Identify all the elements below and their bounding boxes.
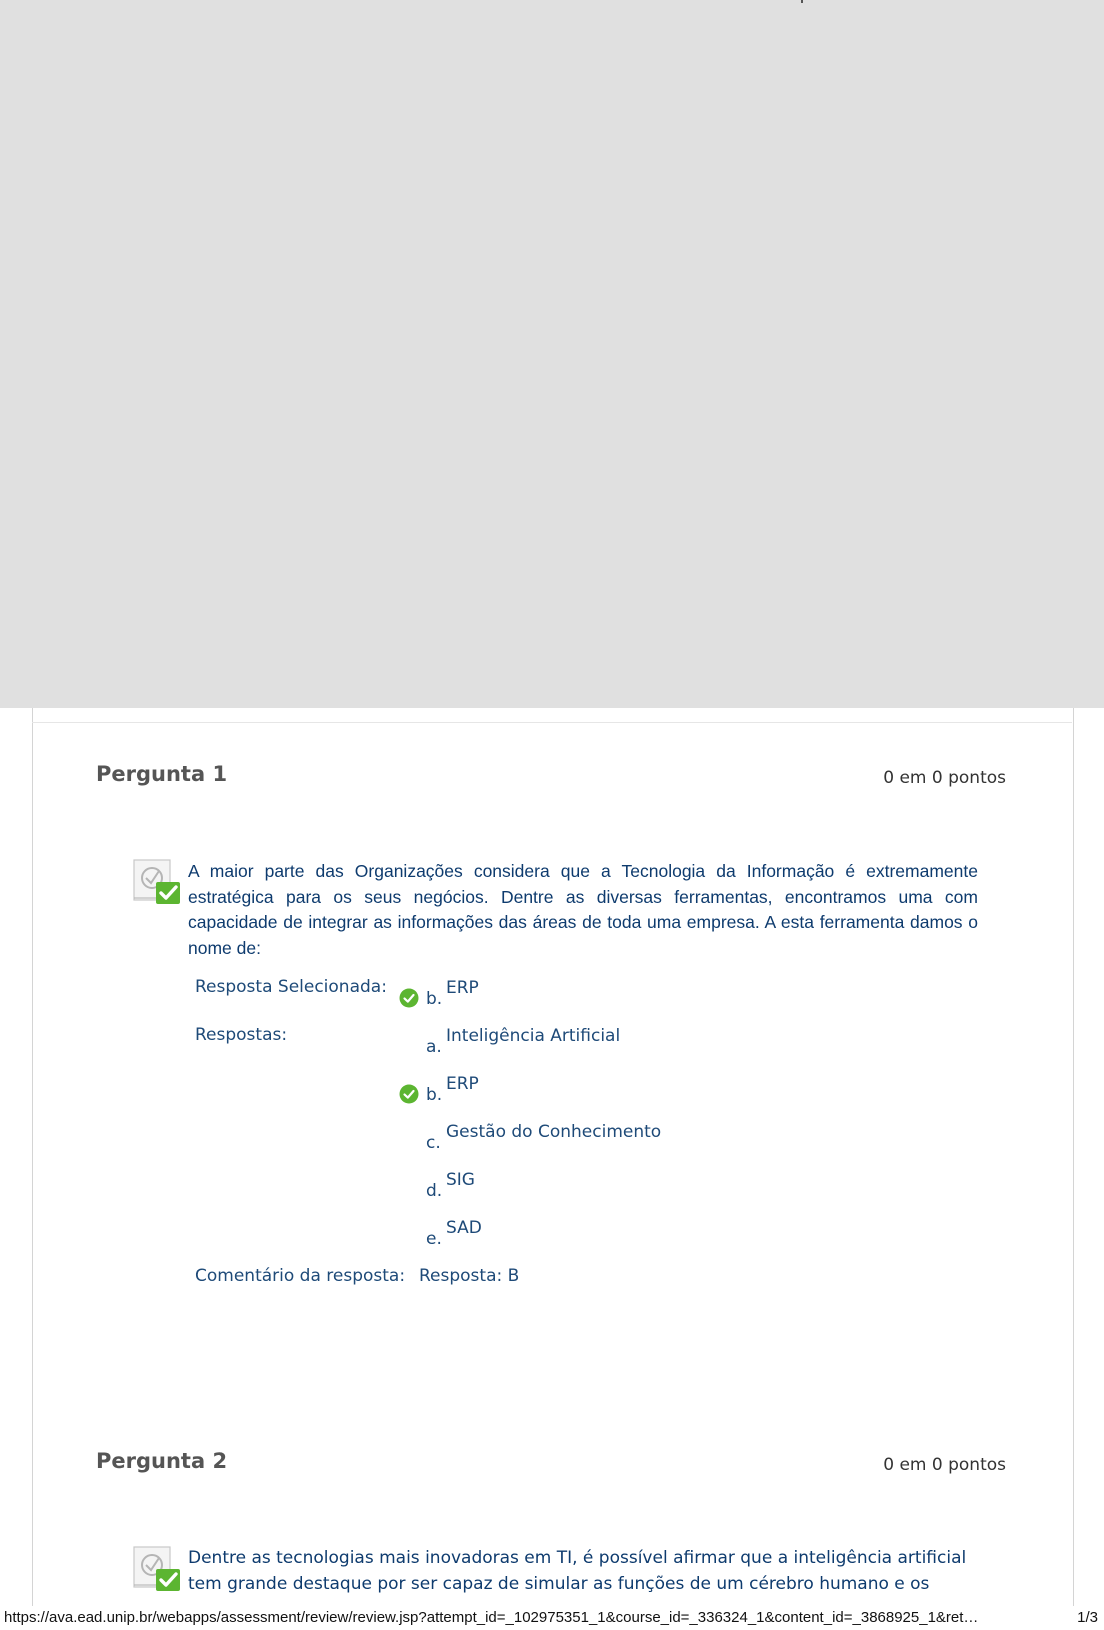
redacted-area [0,0,1104,708]
review-panel [32,708,1074,1630]
page-number: 1/3 [1077,1609,1098,1626]
question-2-title: Pergunta 2 [96,1449,228,1473]
answer-option-correct [395,1074,895,1108]
answer-letter: c. [426,1133,441,1153]
answer-text: SIG [446,1170,475,1190]
answer-letter: a. [426,1037,442,1057]
panel-divider [32,722,1072,723]
page-url: https://ava.ead.unip.br/webapps/assessment/review/review.jsp?attempt_id=_102975351_1&course_id=_336324_1&content_id=_3868925_1&ret… [4,1609,979,1626]
answer-letter: e. [426,1229,442,1249]
answer-text: Gestão do Conhecimento [446,1122,662,1142]
answer-letter: d. [426,1181,443,1201]
answer-option [395,1122,895,1156]
graded-correct-icon [132,1545,182,1593]
redacted-mark [801,0,803,3]
selected-answer [395,978,895,1012]
question-1-title: Pergunta 1 [96,762,228,786]
answers-label: Respostas: [195,1025,288,1045]
answer-option [395,1218,895,1252]
comment-label: Comentário da resposta: [195,1266,406,1286]
comment-text: Resposta: B [419,1266,520,1286]
check-circle-icon [399,1084,419,1104]
question-1-text: A maior parte das Organizações considera que a Tecnologia da Informação é extremamente estratégica para os seus negócios. Dentre as diversas ferramentas, encontramos uma com capacidade de integrar as informações das áreas de toda uma empresa. A esta ferramenta damos o nome de: [188,861,978,958]
graded-correct-icon [132,858,182,906]
answer-text: Inteligência Artificial [446,1026,621,1046]
question-2-text: Dentre as tecnologias mais inovadoras em TI, é possível afirmar que a inteligência artificial tem grande destaque por ser capaz de simular as funções de um cérebro humano e os [188,1548,967,1594]
selected-answer-label: Resposta Selecionada: [195,977,387,997]
answer-text: SAD [446,1218,482,1238]
answer-letter: b. [426,1085,443,1105]
answer-option [395,1026,895,1060]
answer-option [395,1170,895,1204]
answer-text: ERP [446,1074,479,1094]
selected-answer-letter: b. [426,989,443,1009]
check-circle-icon [399,988,419,1008]
question-1-points: 0 em 0 pontos [883,768,1006,788]
print-footer [0,1606,1104,1630]
question-2-points: 0 em 0 pontos [883,1455,1006,1475]
selected-answer-text: ERP [446,978,479,998]
